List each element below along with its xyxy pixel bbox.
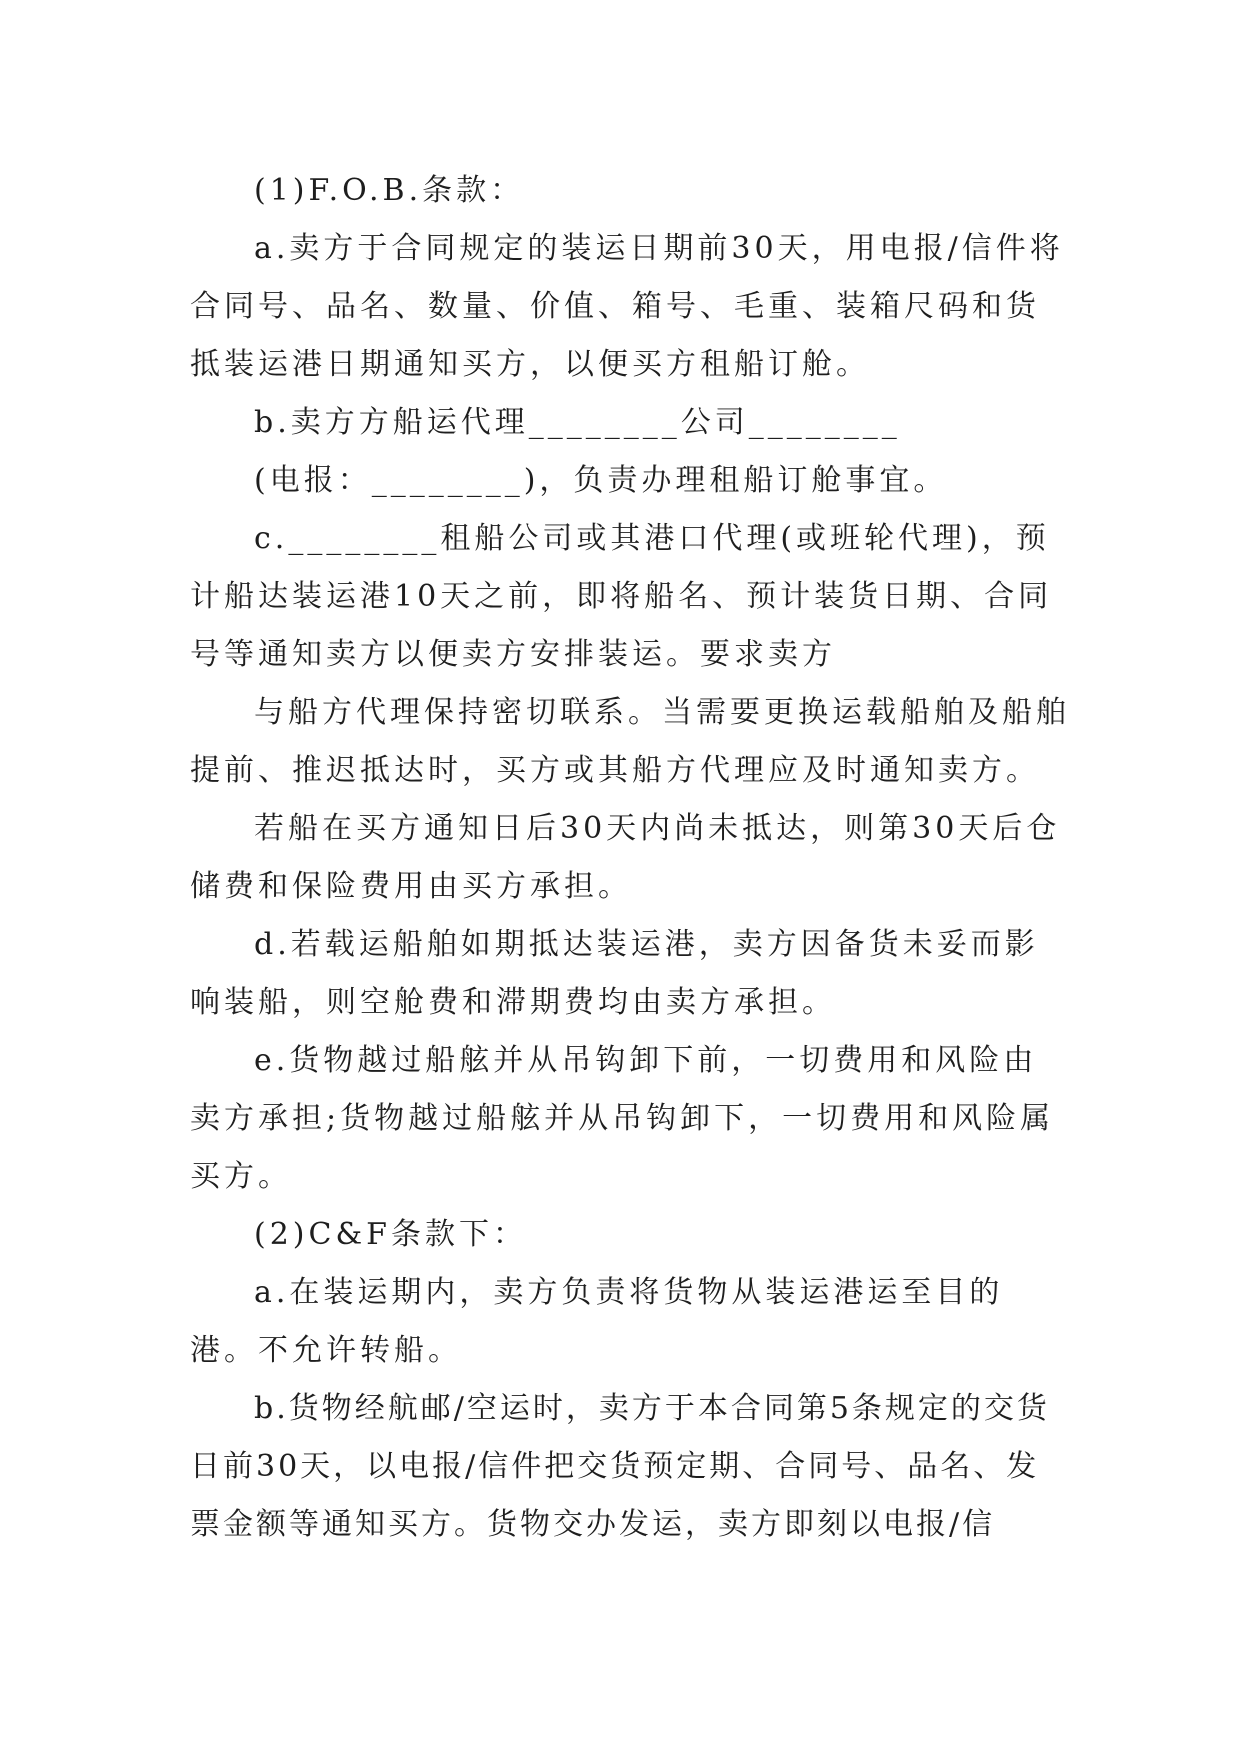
paragraph-fob-a: a.卖方于合同规定的装运日期前30天，用电报/信件将合同号、品名、数量、价值、箱号、毛重、装箱尺码和货抵装运港日期通知买方，以便买方租船订舱。 [190,231,1064,382]
paragraph-fob-b: b.卖方方船运代理________公司________ [254,405,901,440]
paragraph-fob-e: e.货物越过船舷并从吊钩卸下前，一切费用和风险由卖方承担;货物越过船舷并从吊钩卸下，一切费用和风险属买方。 [190,1043,1055,1194]
paragraph-fob-c-contact: 与船方代理保持密切联系。当需要更换运载船舶及船舶提前、推迟抵达时，买方或其船方代理应及时通知卖方。 [190,695,1070,788]
paragraph-cf-a: a.在装运期内，卖方负责将货物从装运港运至目的港。不允许转船。 [190,1275,1004,1368]
paragraph-fob-b-telegram: (电报：________)，负责办理租船订舱事宜。 [254,463,948,498]
paragraph-fob-heading: (1)F.O.B.条款： [254,173,525,208]
document-body [190,162,1070,1554]
paragraph-cf-heading: (2)C&F条款下： [254,1217,527,1252]
paragraph-fob-c-storage: 若船在买方通知日后30天内尚未抵达，则第30天后仓储费和保险费用由买方承担。 [190,811,1061,904]
paragraph-fob-d: d.若载运船舶如期抵达装运港，卖方因备货未妥而影响装船，则空舱费和滞期费均由卖方承担。 [190,927,1039,1020]
paragraph-fob-c: c.________租船公司或其港口代理(或班轮代理)，预计船达装运港10天之前，即将船名、预计装货日期、合同号等通知卖方以便卖方安排装运。要求卖方 [190,521,1053,672]
paragraph-cf-b: b.货物经航邮/空运时，卖方于本合同第5条规定的交货日前30天，以电报/信件把交货预定期、合同号、品名、发票金额等通知买方。货物交办发运，卖方即刻以电报/信 [190,1391,1050,1542]
